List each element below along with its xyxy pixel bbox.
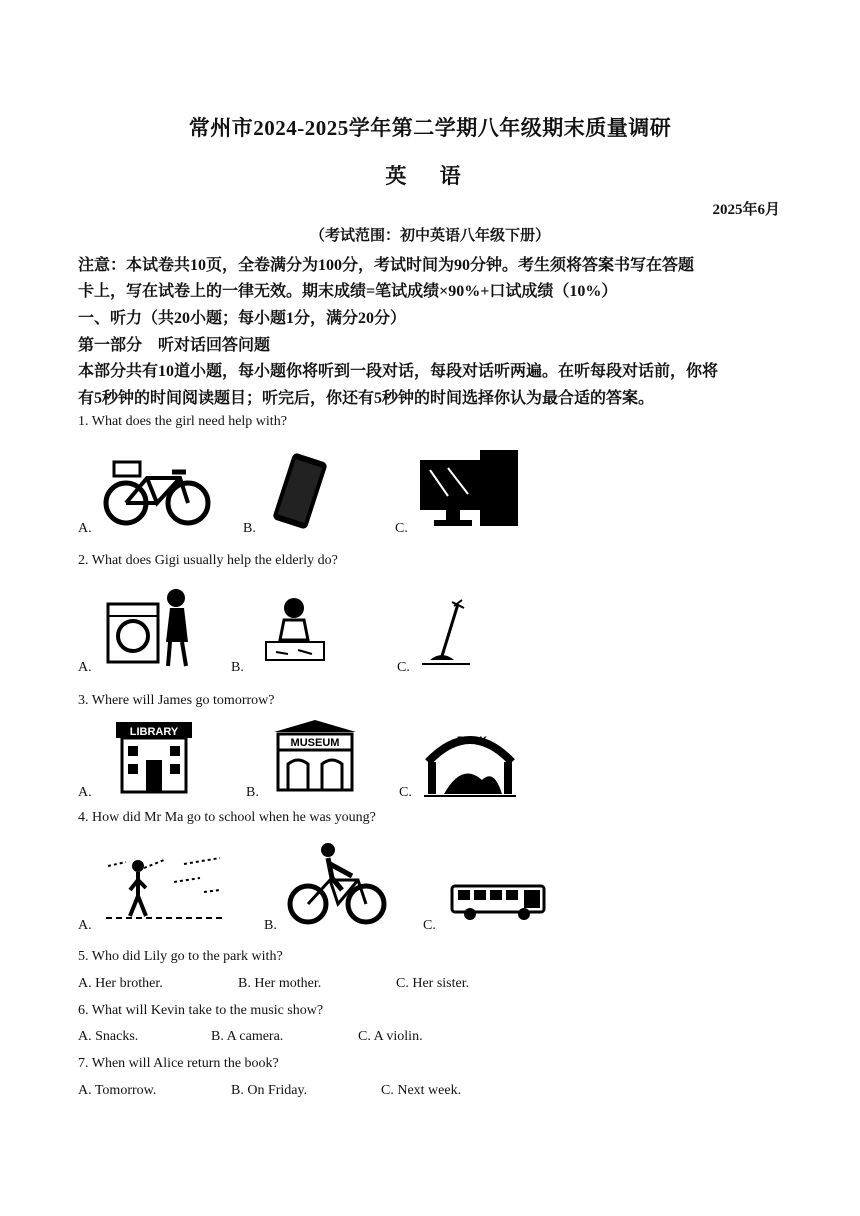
q5-option-b: B. Her mother. bbox=[238, 976, 322, 991]
section-heading: 一、听力（共20小题；每小题1分，满分20分） bbox=[78, 310, 407, 327]
smartphone-icon bbox=[268, 452, 332, 530]
question-4: 4. How did Mr Ma go to school when he was young? bbox=[78, 810, 376, 825]
q7-option-b: B. On Friday. bbox=[231, 1083, 308, 1098]
part-heading: 第一部分 听对话回答问题 bbox=[78, 337, 271, 354]
q2-option-a: A. bbox=[78, 660, 92, 675]
washing-machine-icon bbox=[104, 586, 196, 670]
computer-icon bbox=[418, 446, 522, 530]
q6-option-a: A. Snacks. bbox=[78, 1029, 139, 1044]
q7-option-a: A. Tomorrow. bbox=[78, 1083, 157, 1098]
q4-option-b: B. bbox=[264, 918, 277, 933]
question-6: 6. What will Kevin take to the music show? bbox=[78, 1003, 324, 1018]
q5-option-c: C. Her sister. bbox=[396, 976, 470, 991]
cycling-icon bbox=[286, 840, 388, 926]
q1-option-c: C. bbox=[395, 521, 408, 536]
museum-icon bbox=[270, 718, 360, 792]
bus-icon bbox=[450, 882, 550, 922]
q1-option-b: B. bbox=[243, 521, 256, 536]
question-5: 5. Who did Lily go to the park with? bbox=[78, 949, 283, 964]
exam-date: 2025年6月 bbox=[712, 202, 780, 218]
q5-option-a: A. Her brother. bbox=[78, 976, 163, 991]
instructions-line-2: 有5秒钟的时间阅读题目；听完后，你还有5秒钟的时间选择你认为最合适的答案。 bbox=[78, 390, 655, 407]
q4-option-a: A. bbox=[78, 918, 92, 933]
walking-icon bbox=[104, 852, 224, 924]
q3-option-b: B. bbox=[246, 785, 259, 800]
museum-sign-text: MUSEUM bbox=[290, 737, 340, 749]
q2-option-c: C. bbox=[397, 660, 410, 675]
sweeping-broom-icon bbox=[420, 598, 472, 668]
q2-option-b: B. bbox=[231, 660, 244, 675]
subject-title: 英 语 bbox=[385, 164, 475, 188]
question-1: 1. What does the girl need help with? bbox=[78, 414, 287, 429]
question-7: 7. When will Alice return the book? bbox=[78, 1056, 279, 1071]
question-2: 2. What does Gigi usually help the elderly do? bbox=[78, 553, 338, 568]
q6-option-b: B. A camera. bbox=[211, 1029, 284, 1044]
page-title: 常州市2024-2025学年第二学期八年级期末质量调研 bbox=[188, 116, 672, 140]
q3-option-a: A. bbox=[78, 785, 92, 800]
q3-option-c: C. bbox=[399, 785, 412, 800]
notice-line-2: 卡上，写在试卷上的一律无效。期末成绩=笔试成绩×90%+口试成绩（10%） bbox=[78, 283, 618, 300]
bicycle-icon bbox=[102, 458, 212, 530]
instructions-line-1: 本部分共有10道小题，每小题你将听到一段对话，每段对话听两遍。在听每段对话前，你将 bbox=[78, 363, 719, 380]
library-sign-text: LIBRARY bbox=[129, 726, 179, 738]
notice-line-1: 注意：本试卷共10页，全卷满分为100分，考试时间为90分钟。考生须将答案书写在答题 bbox=[78, 257, 695, 274]
cleaning-floor-icon bbox=[262, 596, 328, 664]
q7-option-c: C. Next week. bbox=[381, 1083, 462, 1098]
park-icon bbox=[422, 722, 518, 798]
exam-scope: （考试范围：初中英语八年级下册） bbox=[309, 228, 550, 244]
q1-option-a: A. bbox=[78, 521, 92, 536]
library-icon bbox=[106, 720, 202, 794]
question-3: 3. Where will James go tomorrow? bbox=[78, 693, 275, 708]
q4-option-c: C. bbox=[423, 918, 436, 933]
park-sign-text: PARK bbox=[456, 735, 488, 747]
q6-option-c: C. A violin. bbox=[358, 1029, 423, 1044]
